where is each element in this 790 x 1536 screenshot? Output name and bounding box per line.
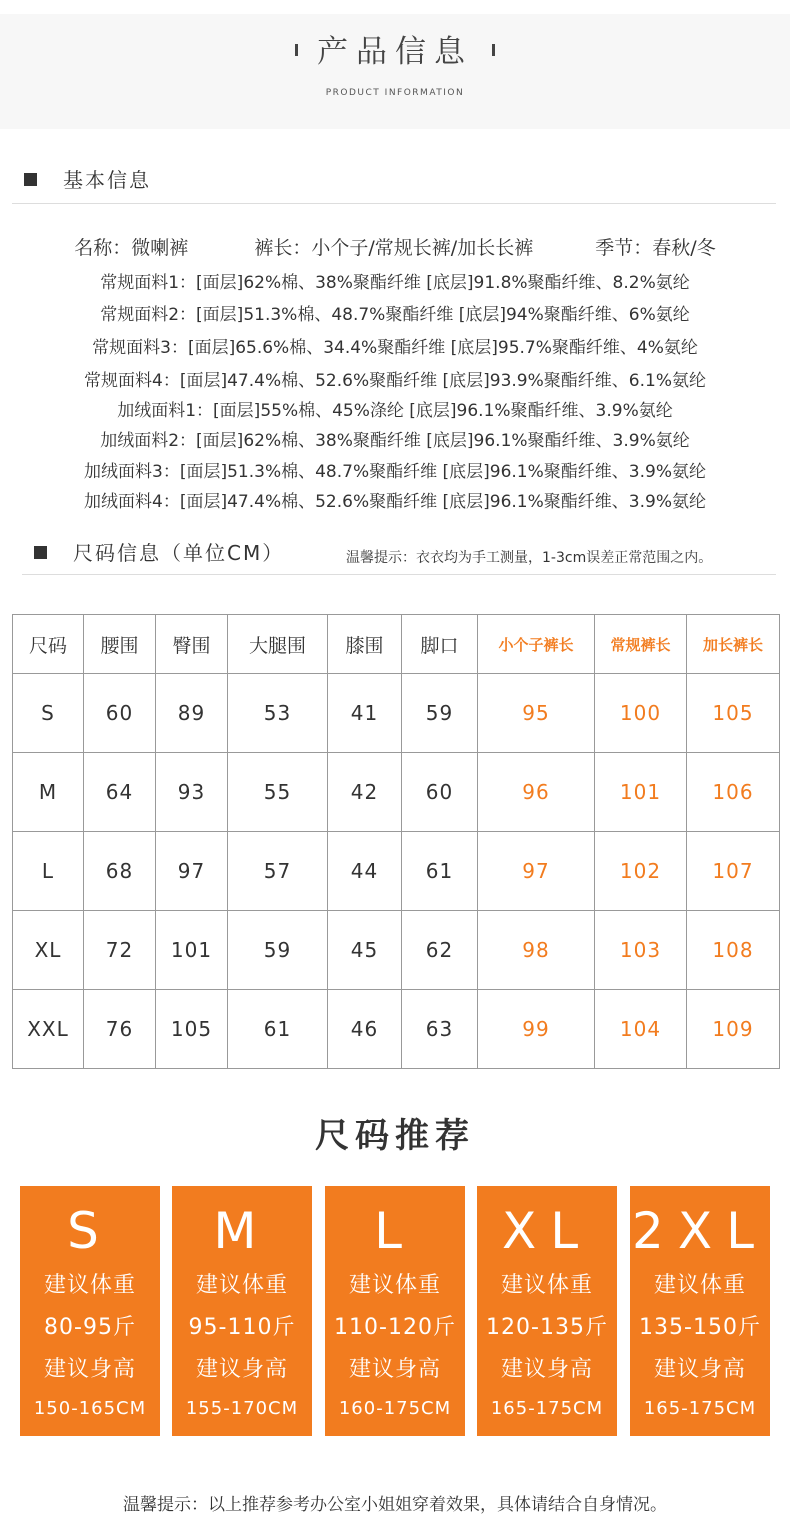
table-cell: 99 bbox=[478, 990, 595, 1069]
page-subtitle: PRODUCT INFORMATION bbox=[325, 88, 465, 98]
fabric-line: 加绒面料2：[面层]62%棉、38%聚酯纤维 [底层]96.1%聚酯纤维、3.9%氨纶 bbox=[100, 431, 690, 451]
table-cell: 101 bbox=[156, 911, 228, 990]
table-cell: 107 bbox=[687, 832, 780, 911]
table-cell: 53 bbox=[228, 674, 328, 753]
card-weight: 80-95斤 bbox=[44, 1315, 136, 1340]
card-weight: 120-135斤 bbox=[486, 1315, 608, 1340]
table-cell: 60 bbox=[84, 674, 156, 753]
table-cell: 89 bbox=[156, 674, 228, 753]
card-height: 165-175CM bbox=[490, 1398, 604, 1419]
fabric-line: 加绒面料1：[面层]55%棉、45%涤纶 [底层]96.1%聚酯纤维、3.9%氨纶 bbox=[117, 401, 673, 421]
table-header-row bbox=[13, 615, 780, 674]
measure-tip: 温馨提示：衣衣均为手工测量，1-3cm误差正常范围之内。 bbox=[346, 550, 713, 566]
card-height-label: 建议身高 bbox=[348, 1357, 441, 1382]
card-height-label: 建议身高 bbox=[195, 1357, 288, 1382]
table-cell: 100 bbox=[595, 674, 687, 753]
table-cell: 61 bbox=[228, 990, 328, 1069]
title-wrap bbox=[0, 26, 790, 71]
size-cell: XL bbox=[13, 911, 84, 990]
table-cell: 64 bbox=[84, 753, 156, 832]
table-cell: 60 bbox=[402, 753, 478, 832]
table-header-cell: 臀围 bbox=[156, 615, 228, 674]
size-cell: XXL bbox=[13, 990, 84, 1069]
table-cell: 101 bbox=[595, 753, 687, 832]
recommend-card bbox=[20, 1186, 160, 1436]
table-row bbox=[13, 674, 780, 753]
divider bbox=[22, 574, 776, 575]
fabric-line: 常规面料3：[面层]65.6%棉、34.4%聚酯纤维 [底层]95.7%聚酯纤维、4%氨纶 bbox=[92, 338, 698, 358]
card-size: S bbox=[67, 1202, 113, 1260]
table-cell: 46 bbox=[328, 990, 402, 1069]
card-weight-label: 建议体重 bbox=[348, 1273, 441, 1298]
table-cell: 45 bbox=[328, 911, 402, 990]
fabric-line: 加绒面料4：[面层]47.4%棉、52.6%聚酯纤维 [底层]96.1%聚酯纤维、3.9%氨纶 bbox=[84, 492, 706, 512]
card-height: 165-175CM bbox=[643, 1398, 757, 1419]
size-cell: S bbox=[13, 674, 84, 753]
page-title bbox=[295, 26, 495, 71]
card-height: 155-170CM bbox=[185, 1398, 299, 1419]
table-cell: 68 bbox=[84, 832, 156, 911]
table-row bbox=[13, 753, 780, 832]
card-height: 160-175CM bbox=[338, 1398, 452, 1419]
table-row bbox=[13, 832, 780, 911]
table-cell: 97 bbox=[156, 832, 228, 911]
fabric-line: 常规面料2：[面层]51.3%棉、48.7%聚酯纤维 [底层]94%聚酯纤维、6%氨纶 bbox=[100, 305, 690, 325]
product-season: 季节：春秋/冬 bbox=[595, 237, 716, 259]
table-cell: 42 bbox=[328, 753, 402, 832]
table-cell: 104 bbox=[595, 990, 687, 1069]
table-cell: 105 bbox=[687, 674, 780, 753]
table-cell: 103 bbox=[595, 911, 687, 990]
card-height: 150-165CM bbox=[33, 1398, 147, 1419]
divider bbox=[12, 203, 776, 204]
table-header-cell: 大腿围 bbox=[228, 615, 328, 674]
table-cell: 61 bbox=[402, 832, 478, 911]
basic-summary-row bbox=[0, 233, 790, 260]
table-header-cell: 小个子裤长 bbox=[478, 615, 595, 674]
card-size: 2XL bbox=[632, 1202, 768, 1260]
fabric-line: 加绒面料3：[面层]51.3%棉、48.7%聚酯纤维 [底层]96.1%聚酯纤维、3.9%氨纶 bbox=[84, 462, 706, 482]
table-cell: 96 bbox=[478, 753, 595, 832]
table-header-cell: 膝围 bbox=[328, 615, 402, 674]
recommend-card bbox=[477, 1186, 617, 1436]
card-size: L bbox=[374, 1202, 416, 1260]
product-name: 名称：微喇裤 bbox=[74, 237, 189, 259]
card-size: M bbox=[213, 1202, 271, 1260]
table-cell: 59 bbox=[402, 674, 478, 753]
size-table bbox=[12, 614, 780, 1069]
table-cell: 97 bbox=[478, 832, 595, 911]
recommend-card bbox=[325, 1186, 465, 1436]
table-cell: 41 bbox=[328, 674, 402, 753]
page-title-text: 产品信息 bbox=[317, 34, 473, 70]
fabric-line: 常规面料4：[面层]47.4%棉、52.6%聚酯纤维 [底层]93.9%聚酯纤维、6.1%氨纶 bbox=[84, 371, 706, 391]
card-weight: 135-150斤 bbox=[639, 1315, 761, 1340]
table-header-cell: 常规裤长 bbox=[595, 615, 687, 674]
title-left-bar bbox=[295, 44, 298, 56]
fabric-line: 常规面料1：[面层]62%棉、38%聚酯纤维 [底层]91.8%聚酯纤维、8.2%氨纶 bbox=[100, 273, 690, 293]
card-height-label: 建议身高 bbox=[653, 1357, 746, 1382]
table-cell: 98 bbox=[478, 911, 595, 990]
table-header-cell: 腰围 bbox=[84, 615, 156, 674]
table-cell: 59 bbox=[228, 911, 328, 990]
basic-info-heading bbox=[24, 164, 151, 193]
table-cell: 106 bbox=[687, 753, 780, 832]
size-recommend-title: 尺码推荐 bbox=[315, 1116, 475, 1156]
size-info-heading-text: 尺码信息（单位CM） bbox=[73, 541, 285, 565]
recommend-card bbox=[172, 1186, 312, 1436]
card-weight-label: 建议体重 bbox=[43, 1273, 136, 1298]
card-weight-label: 建议体重 bbox=[653, 1273, 746, 1298]
card-height-label: 建议身高 bbox=[43, 1357, 136, 1382]
table-header-cell: 加长裤长 bbox=[687, 615, 780, 674]
card-height-label: 建议身高 bbox=[500, 1357, 593, 1382]
basic-info-heading-text: 基本信息 bbox=[63, 168, 151, 192]
table-cell: 108 bbox=[687, 911, 780, 990]
recommend-card bbox=[630, 1186, 770, 1436]
footer-tip: 温馨提示：以上推荐参考办公室小姐姐穿着效果，具体请结合自身情况。 bbox=[123, 1495, 667, 1515]
size-cell: L bbox=[13, 832, 84, 911]
table-cell: 55 bbox=[228, 753, 328, 832]
table-cell: 102 bbox=[595, 832, 687, 911]
table-cell: 95 bbox=[478, 674, 595, 753]
table-cell: 44 bbox=[328, 832, 402, 911]
table-cell: 72 bbox=[84, 911, 156, 990]
table-cell: 62 bbox=[402, 911, 478, 990]
table-cell: 93 bbox=[156, 753, 228, 832]
card-weight: 95-110斤 bbox=[188, 1315, 296, 1340]
table-cell: 63 bbox=[402, 990, 478, 1069]
table-header-cell: 脚口 bbox=[402, 615, 478, 674]
table-cell: 109 bbox=[687, 990, 780, 1069]
table-row bbox=[13, 911, 780, 990]
card-size: XL bbox=[501, 1202, 593, 1260]
size-cell: M bbox=[13, 753, 84, 832]
square-bullet-icon bbox=[24, 173, 37, 186]
table-row bbox=[13, 990, 780, 1069]
size-info-heading bbox=[34, 537, 284, 566]
card-weight-label: 建议体重 bbox=[500, 1273, 593, 1298]
table-cell: 105 bbox=[156, 990, 228, 1069]
table-header-cell: 尺码 bbox=[13, 615, 84, 674]
table-cell: 76 bbox=[84, 990, 156, 1069]
square-bullet-icon bbox=[34, 546, 47, 559]
product-length: 裤长：小个子/常规长裤/加长长裤 bbox=[254, 237, 534, 259]
card-weight-label: 建议体重 bbox=[195, 1273, 288, 1298]
table-cell: 57 bbox=[228, 832, 328, 911]
title-right-bar bbox=[492, 44, 495, 56]
card-weight: 110-120斤 bbox=[334, 1315, 456, 1340]
